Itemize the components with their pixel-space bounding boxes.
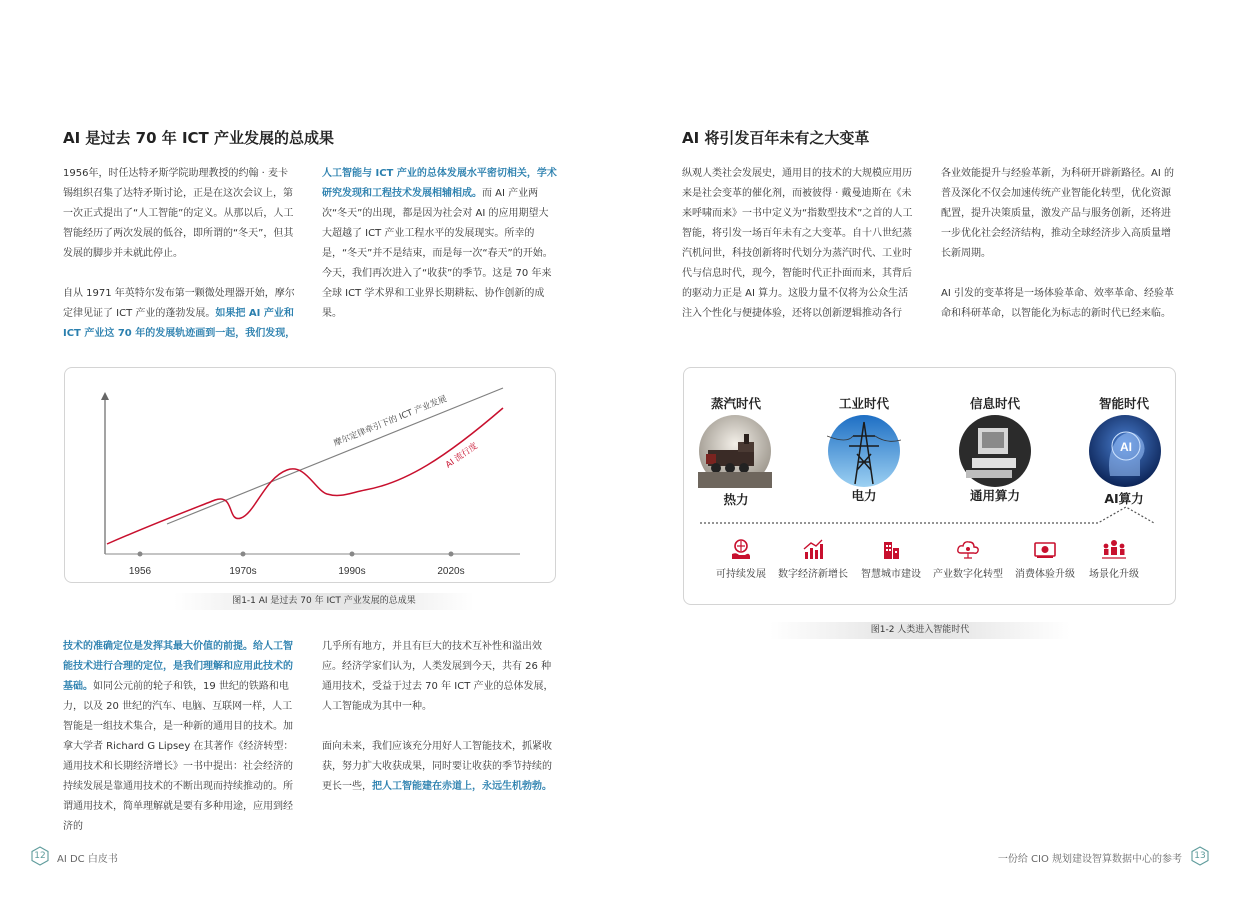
era-power-general-compute: 通用算力 — [969, 488, 1020, 503]
people-scene-icon — [1101, 538, 1127, 560]
ai-ict-chart — [65, 368, 557, 584]
right-col2-paragraph1: 各业效能提升与经验革新，为科研开辟新路径。AI 的普及深化不仅会加速传统产业智能化转型，优化资源配置，提升决策质量，激发产品与服务创新，还将进一步优化社会经济结构，推动全球经济步入高质量增长新周期。 — [941, 168, 1174, 259]
left-col4-p2-text: 面向未来，我们应该充分用好人工智能技术，抓紧收获，努力扩大收获成果，同时要让收获的季节持续的更长一些， — [322, 741, 552, 792]
left-col1-paragraph2 — [63, 284, 297, 344]
right-col2-paragraph2: AI 引发的变革将是一场体验革命、效率革命、经验革命和科研革命，以智能化为标志的新时代已经来临。 — [941, 288, 1174, 319]
steam-train-image — [698, 414, 772, 488]
left-page-number: 12 — [34, 851, 46, 861]
left-col3-highlight: 技术的准确定位是发挥其最大价值的前提。给人工智能技术进行合理的定位，是我们理解和应用此技术的基础。 — [63, 641, 293, 692]
ai-badge-text: AI — [1120, 440, 1132, 454]
growth-chart-icon — [802, 538, 824, 560]
era-power-heat: 热力 — [723, 492, 749, 507]
money-icon — [1033, 540, 1057, 560]
left-col1-p2-text: 自从 1971 年英特尔发布第一颗微处理器开始，摩尔定律见证了 ICT 产业的蓬勃发展。 — [63, 288, 295, 319]
left-col2-paragraph1 — [322, 164, 557, 324]
era-title-industrial: 工业时代 — [838, 396, 889, 411]
right-heading: AI 将引发百年未有之大变革 — [682, 129, 870, 147]
x-tick-label-2020s: 2020s — [437, 566, 465, 577]
left-col2-p1-highlight: 人工智能与 ICT 产业的总体发展水平密切相关，学术研究发现和工程技术发展相辅相成。 — [322, 168, 557, 199]
era-power-ai-compute: AI算力 — [1104, 491, 1144, 506]
left-col4-paragraph2 — [322, 737, 557, 797]
icon-label-sustainability: 可持续发展 — [716, 569, 766, 580]
icon-label-industry-digital: 产业数字化转型 — [933, 569, 1003, 580]
era-title-information: 信息时代 — [969, 396, 1020, 411]
ai-head-image — [1088, 414, 1162, 488]
series-ict-label: 摩尔定律牵引下的 ICT 产业发展 — [332, 394, 449, 449]
x-tick-1990s-dot — [350, 552, 355, 557]
figure-caption-2: 图1-2 人类进入智能时代 — [770, 622, 1070, 639]
icon-label-digital-growth: 数字经济新增长 — [778, 569, 848, 580]
left-col3-paragraph — [63, 637, 297, 837]
right-page-number: 13 — [1194, 851, 1206, 861]
digital-cloud-icon — [956, 538, 980, 560]
x-tick-1956-dot — [138, 552, 143, 557]
era-power-electricity: 电力 — [851, 488, 877, 503]
series-ai-line — [107, 408, 503, 544]
left-col3-text: 如同公元前的轮子和铁，19 世纪的铁路和电力，以及 20 世纪的汽车、电脑、互联网一样，人工智能是一组技术集合，是一种新的通用目的技术。加拿大学者 Richard G Lipsey 在其著作《经济转型：通用技术和长期经济增长》一书中提出：社会经济的持续发展是靠通用技术的不断出现而持续推动的。所谓通用技术，简单理解就是要有多种用途，应用到经济的 — [63, 681, 294, 832]
power-tower-image — [827, 414, 901, 488]
computer-image — [958, 414, 1032, 488]
left-col4-p2-highlight: 把人工智能建在赤道上，永远生机勃勃。 — [372, 781, 552, 792]
left-col2 — [322, 164, 557, 324]
left-col3 — [63, 637, 297, 837]
y-axis-arrow — [101, 392, 109, 400]
era-title-steam: 蒸汽时代 — [710, 396, 761, 411]
right-footer-title: 一份给 CIO 规划建设智算数据中心的参考 — [997, 854, 1182, 865]
x-tick-1970s-dot — [241, 552, 246, 557]
series-ai-label: AI 流行度 — [443, 441, 480, 471]
figure-box-eras — [683, 367, 1176, 605]
right-col2 — [941, 164, 1177, 324]
icon-label-smart-city: 智慧城市建设 — [861, 569, 921, 580]
icon-label-scenario: 场景化升级 — [1089, 569, 1139, 580]
right-col1: 纵观人类社会发展史，通用目的技术的大规模应用历来是社会变革的催化剂，而被彼得 · 戴曼迪斯在《未来呼啸而来》一书中定义为“指数型技术”之首的人工智能，将引发一场百年未有之大变革。自十八世纪蒸汽机问世，科技创新将时代划分为蒸汽时代、工业时代与信息时代，现今，智能时代正扑面而来，其背后的驱动力正是 AI 算力。这股力量不仅将为公众生活注入个性化与便捷体验，还将以创新逻辑推动各行 — [682, 168, 913, 319]
era-title-intelligent: 智能时代 — [1098, 396, 1149, 411]
left-col4 — [322, 637, 557, 797]
x-tick-label-1990s: 1990s — [338, 566, 366, 577]
left-heading: AI 是过去 70 年 ICT 产业发展的总成果 — [63, 129, 334, 147]
icon-label-consumer: 消费体验升级 — [1015, 569, 1075, 580]
left-col1-paragraph1: 1956年，时任达特矛斯学院助理教授的约翰 · 麦卡锡组织召集了达特矛斯讨论，正是在这次会议上，第一次正式提出了“人工智能”的定义。从那以后，人工智能经历了两次发展的低谷，即所谓的“冬天”，但其发展的脚步并未就此停止。 — [63, 168, 294, 259]
left-col2-p1-text: 而 AI 产业两次“冬天”的出现，都是因为社会对 AI 的应用期望大大超越了 ICT 产业工程水平的发展现实。所幸的是，“冬天”并不是结束，而是每一次“春天”的开始。今天，我们再次进入了“收获”的季节。这是 70 年来全球 ICT 学术界和工业界长期耕耘、协作创新的成果。 — [322, 188, 553, 319]
x-tick-label-1970s: 1970s — [229, 566, 257, 577]
left-footer-title: AI DC 白皮书 — [57, 854, 118, 865]
x-tick-2020s-dot — [449, 552, 454, 557]
left-col1 — [63, 164, 297, 344]
x-tick-label-1956: 1956 — [128, 566, 152, 577]
chart-box-ai-ict — [64, 367, 556, 583]
city-building-icon — [880, 538, 902, 560]
sustainability-icon — [730, 538, 752, 560]
left-col4-paragraph1: 几乎所有地方，并且有巨大的技术互补性和溢出效应。经济学家们认为，人类发展到今天，共有 26 种通用技术，受益于过去 70 年 ICT 产业的总体发展，人工智能成为其中一种。 — [322, 641, 554, 712]
left-col1-p2-highlight: 如果把 AI 产业和 ICT 产业这 70 年的发展轨迹画到一起，我们发现， — [63, 308, 296, 339]
timeline-dotted-line — [698, 504, 1163, 528]
figure-caption-1: 图1-1 AI 是过去 70 年 ICT 产业发展的总成果 — [174, 593, 474, 610]
